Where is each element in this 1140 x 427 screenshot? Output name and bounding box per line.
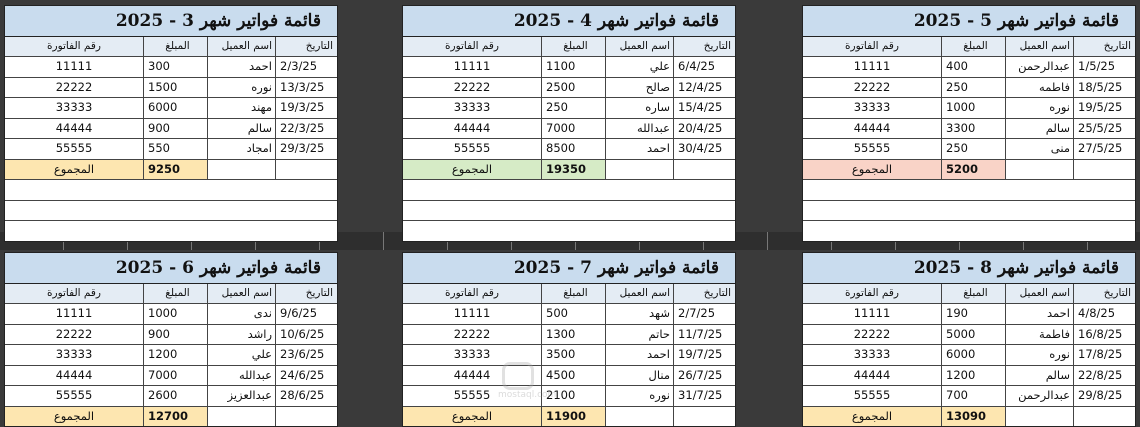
invoice-cell[interactable]: 22222 [453,326,491,341]
total-row[interactable] [803,407,1135,427]
invoice-cell[interactable]: 55555 [55,388,93,402]
date-cell[interactable] [1073,160,1135,180]
amount-cell[interactable]: 3300 [941,119,1005,139]
total-amount[interactable]: 5200 [941,160,1005,180]
invoice-cell[interactable]: 44444 [453,367,491,382]
invoice-cell[interactable]: 11111 [55,59,93,73]
table-row[interactable] [403,78,735,99]
date-cell[interactable]: 6/4/25 [673,57,735,77]
customer-cell[interactable]: احمد [207,57,275,77]
total-row[interactable] [803,160,1135,181]
customer-cell[interactable]: امجاد [207,139,275,159]
amount-cell[interactable]: 1200 [941,366,1005,386]
empty-row[interactable] [803,201,1135,222]
date-cell[interactable]: 18/5/25 [1073,78,1135,98]
header-date: التاريخ [275,284,337,303]
amount-cell[interactable]: 1000 [143,304,207,324]
invoice-cell[interactable]: 22222 [453,79,491,94]
customer-cell[interactable]: فاطمه [1005,78,1073,98]
customer-cell[interactable] [605,160,673,180]
customer-cell[interactable]: حاتم [605,325,673,345]
amount-cell[interactable]: 1100 [541,57,605,77]
date-cell[interactable]: 16/8/25 [1073,325,1135,345]
table-row[interactable] [5,78,337,99]
customer-cell[interactable]: احمد [1005,304,1073,324]
invoice-cell[interactable]: 44444 [853,367,891,382]
header-amount: المبلغ [541,37,605,56]
customer-cell[interactable]: احمد [605,345,673,365]
date-cell[interactable]: 13/3/25 [275,78,337,98]
total-amount[interactable]: 13090 [941,407,1005,427]
customer-cell[interactable]: فاطمة [1005,325,1073,345]
invoice-cell[interactable]: 22222 [55,79,93,94]
table-row[interactable] [803,386,1135,407]
amount-cell[interactable]: 6000 [143,98,207,118]
amount-cell[interactable]: 7000 [143,366,207,386]
amount-cell[interactable]: 900 [143,325,207,345]
table-row[interactable] [403,366,735,387]
date-cell[interactable]: 19/5/25 [1073,98,1135,118]
date-cell[interactable]: 1/5/25 [1073,57,1135,77]
customer-cell[interactable]: منى [1005,139,1073,159]
table-row[interactable] [803,325,1135,346]
date-cell[interactable] [673,407,735,427]
empty-row[interactable] [403,221,735,241]
amount-cell[interactable]: 250 [941,78,1005,98]
table-row[interactable] [803,57,1135,78]
amount-cell[interactable]: 190 [941,304,1005,324]
table-title: قائمة فواتير شهر 5 - 2025 [803,6,1135,37]
amount-cell[interactable]: 2100 [541,386,605,406]
table-title: قائمة فواتير شهر 7 - 2025 [403,253,735,284]
table-row[interactable] [403,345,735,366]
customer-cell[interactable]: عبدالرحمن [1005,386,1073,406]
invoice-cell[interactable]: 55555 [453,141,491,155]
table-row[interactable] [403,325,735,346]
table-title: قائمة فواتير شهر 4 - 2025 [403,6,735,37]
date-cell[interactable]: 25/5/25 [1073,119,1135,139]
table-title: قائمة فواتير شهر 8 - 2025 [803,253,1135,284]
invoice-table-month-8 [802,252,1136,427]
total-label: المجموع [403,407,541,427]
total-label: المجموع [803,160,941,180]
header-invoice: رقم الفاتورة [47,40,101,52]
table-row[interactable] [5,304,337,325]
invoice-cell[interactable]: 33333 [853,347,891,361]
customer-cell[interactable]: نوره [207,78,275,98]
header-invoice: رقم الفاتورة [47,287,101,299]
customer-cell[interactable]: مهند [207,98,275,118]
amount-cell[interactable]: 550 [143,139,207,159]
amount-cell[interactable]: 2500 [541,78,605,98]
invoice-cell[interactable]: 44444 [55,120,93,135]
table-row[interactable] [803,366,1135,387]
header-amount: المبلغ [143,37,207,56]
customer-cell[interactable]: عبدالرحمن [1005,57,1073,77]
table-row[interactable] [5,139,337,160]
date-cell[interactable]: 12/4/25 [673,78,735,98]
date-cell[interactable]: 2/7/25 [673,304,735,324]
invoice-cell[interactable]: 33333 [453,347,491,361]
customer-cell[interactable]: ساره [605,98,673,118]
customer-cell[interactable]: علي [207,345,275,365]
amount-cell[interactable]: 900 [143,119,207,139]
total-amount[interactable]: 11900 [541,407,605,427]
table-row[interactable] [403,98,735,119]
customer-cell[interactable]: نوره [1005,345,1073,365]
table-row[interactable] [5,119,337,140]
amount-cell[interactable]: 300 [143,57,207,77]
header-customer: اسم العميل [605,284,673,303]
customer-cell[interactable] [1005,160,1073,180]
date-cell[interactable]: 11/7/25 [673,325,735,345]
table-row[interactable] [803,304,1135,325]
customer-cell[interactable]: منال [605,366,673,386]
table-row[interactable] [803,78,1135,99]
total-row[interactable] [403,160,735,181]
date-cell[interactable] [673,160,735,180]
customer-cell[interactable]: راشد [207,325,275,345]
invoice-cell[interactable]: 22222 [55,326,93,341]
date-cell[interactable]: 22/8/25 [1073,366,1135,386]
amount-cell[interactable]: 500 [541,304,605,324]
invoice-cell[interactable]: 11111 [453,306,491,320]
total-amount[interactable]: 12700 [143,407,207,427]
date-cell[interactable]: 2/3/25 [275,57,337,77]
customer-cell[interactable] [207,407,275,427]
invoice-table-month-7 [402,252,736,427]
invoice-cell[interactable]: 44444 [853,120,891,135]
total-label: المجموع [803,407,941,427]
date-cell[interactable]: 23/6/25 [275,345,337,365]
amount-cell[interactable]: 4500 [541,366,605,386]
invoice-cell[interactable]: 55555 [55,141,93,155]
invoice-table-month-5 [802,5,1136,242]
date-cell[interactable]: 19/3/25 [275,98,337,118]
invoice-cell[interactable]: 44444 [55,367,93,382]
invoice-cell[interactable]: 11111 [853,59,891,73]
watermark-logo [498,362,557,404]
customer-cell[interactable]: احمد [605,139,673,159]
date-cell[interactable]: 29/8/25 [1073,386,1135,406]
invoice-cell[interactable]: 33333 [55,100,93,114]
empty-row[interactable] [803,180,1135,201]
total-amount[interactable]: 9250 [143,160,207,180]
invoice-cell[interactable]: 55555 [453,388,491,402]
total-row[interactable] [403,407,735,427]
customer-cell[interactable]: عبدالله [207,366,275,386]
table-row[interactable] [5,98,337,119]
amount-cell[interactable]: 5000 [941,325,1005,345]
date-cell[interactable]: 20/4/25 [673,119,735,139]
amount-cell[interactable]: 1500 [143,78,207,98]
invoice-cell[interactable]: 11111 [55,306,93,320]
table-row[interactable] [403,386,735,407]
date-cell[interactable] [275,407,337,427]
empty-row[interactable] [803,221,1135,241]
invoice-cell[interactable]: 55555 [853,388,891,402]
date-cell[interactable]: 15/4/25 [673,98,735,118]
date-cell[interactable]: 24/6/25 [275,366,337,386]
table-row[interactable] [803,119,1135,140]
empty-row[interactable] [5,221,337,241]
table-header-row [803,284,1135,304]
table-title: قائمة فواتير شهر 3 - 2025 [5,6,337,37]
table-header-row [5,284,337,304]
customer-cell[interactable]: علي [605,57,673,77]
total-row[interactable] [5,160,337,181]
empty-row[interactable] [5,180,337,201]
header-customer: اسم العميل [1005,37,1073,56]
amount-cell[interactable]: 1200 [143,345,207,365]
date-cell[interactable]: 29/3/25 [275,139,337,159]
header-customer: اسم العميل [1005,284,1073,303]
table-row[interactable] [403,57,735,78]
date-cell[interactable]: 19/7/25 [673,345,735,365]
header-amount: المبلغ [941,284,1005,303]
table-header-row [803,37,1135,57]
header-customer: اسم العميل [207,37,275,56]
header-invoice: رقم الفاتورة [845,287,899,299]
date-cell[interactable]: 27/5/25 [1073,139,1135,159]
date-cell[interactable]: 28/6/25 [275,386,337,406]
header-date: التاريخ [1073,284,1135,303]
table-row[interactable] [403,139,735,160]
amount-cell[interactable]: 6000 [941,345,1005,365]
header-date: التاريخ [1073,37,1135,56]
empty-row[interactable] [403,201,735,222]
date-cell[interactable]: 4/8/25 [1073,304,1135,324]
total-row[interactable] [5,407,337,427]
logo-icon [502,362,534,390]
header-amount: المبلغ [541,284,605,303]
invoice-cell[interactable]: 11111 [453,59,491,73]
invoice-table-month-4 [402,5,736,242]
customer-cell[interactable] [605,407,673,427]
header-amount: المبلغ [941,37,1005,56]
header-date: التاريخ [673,37,735,56]
date-cell[interactable]: 17/8/25 [1073,345,1135,365]
date-cell[interactable]: 10/6/25 [275,325,337,345]
header-customer: اسم العميل [207,284,275,303]
customer-cell[interactable]: سالم [1005,366,1073,386]
table-row[interactable] [803,98,1135,119]
customer-cell[interactable]: سالم [207,119,275,139]
header-invoice: رقم الفاتورة [445,287,499,299]
table-row[interactable] [5,366,337,387]
header-invoice: رقم الفاتورة [845,40,899,52]
total-amount[interactable]: 19350 [541,160,605,180]
customer-cell[interactable]: سالم [1005,119,1073,139]
amount-cell[interactable]: 250 [541,98,605,118]
amount-cell[interactable]: 3500 [541,345,605,365]
header-date: التاريخ [275,37,337,56]
date-cell[interactable]: 31/7/25 [673,386,735,406]
table-row[interactable] [5,386,337,407]
customer-cell[interactable]: نوره [605,386,673,406]
table-title: قائمة فواتير شهر 6 - 2025 [5,253,337,284]
customer-cell[interactable] [207,160,275,180]
customer-cell[interactable] [1005,407,1073,427]
date-cell[interactable]: 9/6/25 [275,304,337,324]
invoice-cell[interactable]: 22222 [853,326,891,341]
amount-cell[interactable]: 700 [941,386,1005,406]
total-label: المجموع [403,160,541,180]
table-row[interactable] [5,325,337,346]
invoice-cell[interactable]: 33333 [853,100,891,114]
invoice-cell[interactable]: 22222 [853,79,891,94]
header-amount: المبلغ [143,284,207,303]
amount-cell[interactable]: 1300 [541,325,605,345]
empty-row[interactable] [403,180,735,201]
table-header-row [403,37,735,57]
amount-cell[interactable]: 1000 [941,98,1005,118]
empty-row[interactable] [5,201,337,222]
amount-cell[interactable]: 8500 [541,139,605,159]
table-row[interactable] [803,345,1135,366]
watermark-text: mostaql.com [498,390,557,400]
customer-cell[interactable]: شهد [605,304,673,324]
invoice-cell[interactable]: 55555 [853,141,891,155]
customer-cell[interactable]: عبدالعزيز [207,386,275,406]
date-cell[interactable]: 30/4/25 [673,139,735,159]
date-cell[interactable] [275,160,337,180]
customer-cell[interactable]: نوره [1005,98,1073,118]
invoice-cell[interactable]: 33333 [55,347,93,361]
customer-cell[interactable]: عبدالله [605,119,673,139]
amount-cell[interactable]: 400 [941,57,1005,77]
header-date: التاريخ [673,284,735,303]
invoice-cell[interactable]: 11111 [853,306,891,320]
total-label: المجموع [5,407,143,427]
invoice-cell[interactable]: 44444 [453,120,491,135]
table-row[interactable] [403,119,735,140]
table-row[interactable] [403,304,735,325]
date-cell[interactable]: 22/3/25 [275,119,337,139]
customer-cell[interactable]: صالح [605,78,673,98]
amount-cell[interactable]: 250 [941,139,1005,159]
invoice-cell[interactable]: 33333 [453,100,491,114]
date-cell[interactable]: 26/7/25 [673,366,735,386]
invoice-table-month-3 [4,5,338,242]
header-invoice: رقم الفاتورة [445,40,499,52]
amount-cell[interactable]: 2600 [143,386,207,406]
amount-cell[interactable]: 7000 [541,119,605,139]
table-header-row [5,37,337,57]
invoice-table-month-6 [4,252,338,427]
header-customer: اسم العميل [605,37,673,56]
table-row[interactable] [5,57,337,78]
table-row[interactable] [803,139,1135,160]
date-cell[interactable] [1073,407,1135,427]
customer-cell[interactable]: ندى [207,304,275,324]
table-header-row [403,284,735,304]
table-row[interactable] [5,345,337,366]
total-label: المجموع [5,160,143,180]
